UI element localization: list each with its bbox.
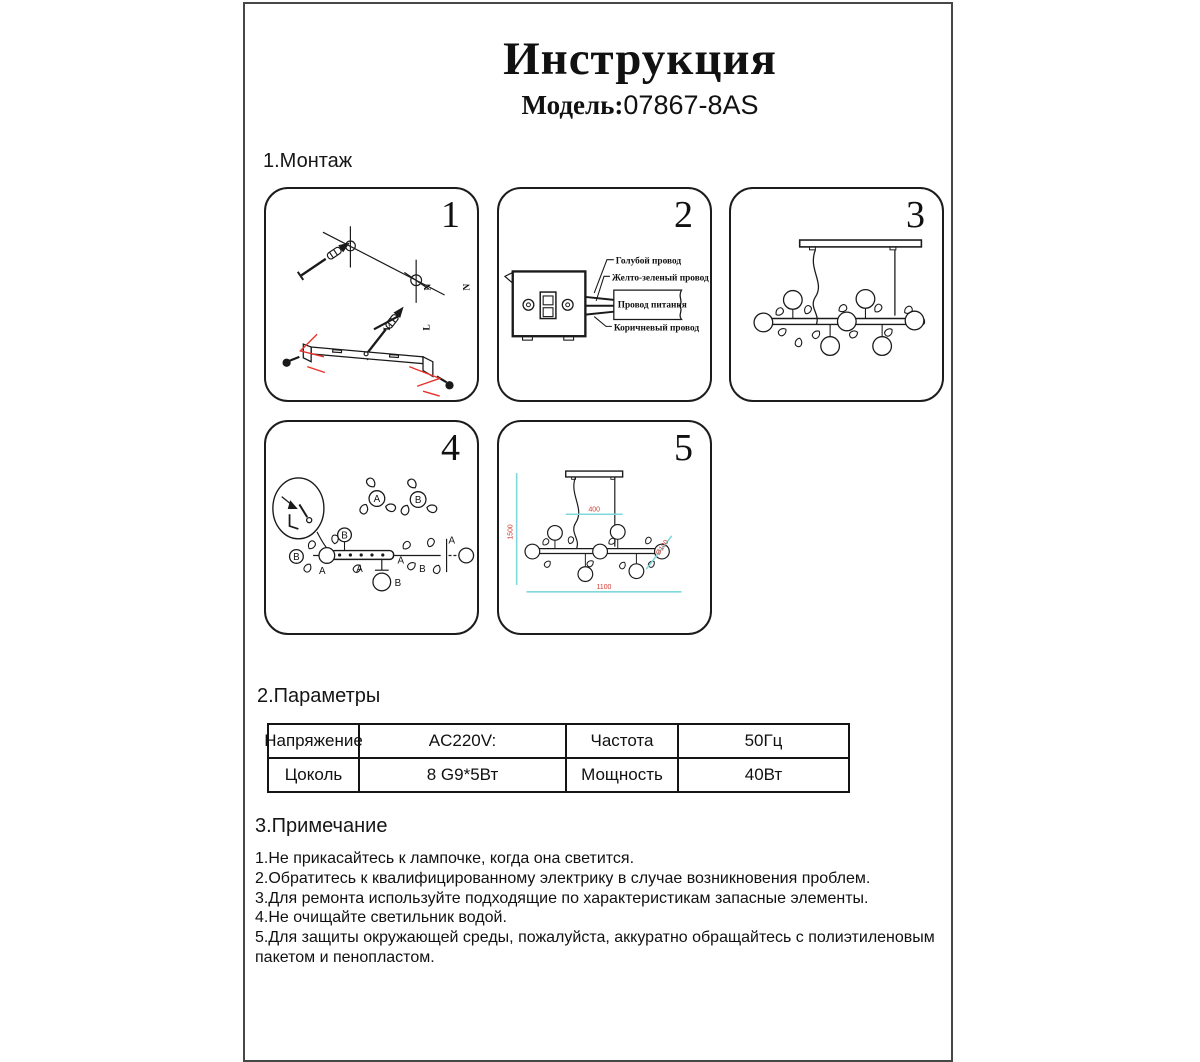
part-b-label-bottom: B: [394, 577, 402, 589]
dimension-lines: [517, 473, 682, 592]
model-number: 07867-8AS: [623, 90, 759, 120]
param-label-power: Мощность: [567, 759, 679, 791]
wire-label-power: Провод питания: [617, 300, 687, 311]
terminal-n-left: N: [423, 283, 434, 291]
step-panel-2: [383, 187, 712, 402]
param-value-voltage: AC220V:: [360, 725, 567, 759]
param-label-frequency: Частота: [567, 725, 679, 759]
step-number-2: 2: [674, 194, 693, 236]
terminal-n-right: N: [462, 283, 473, 291]
step-panel-5: [497, 420, 712, 635]
param-label-voltage: Напряжение: [269, 725, 360, 759]
note-item-3: 3.Для ремонта используйте подходящие по характеристикам запасные элементы.: [255, 889, 869, 907]
dim-left-1500: 1500: [507, 524, 515, 540]
part-b-label-right: B: [419, 564, 426, 576]
terminal-l-left: L: [383, 324, 394, 331]
step-number-4: 4: [441, 427, 460, 469]
red-insert-arrows: [300, 334, 439, 396]
instruction-page: [243, 2, 953, 1062]
wire-label-blue: Голубой провод: [615, 256, 682, 267]
dim-bottom-1100: 1100: [596, 583, 612, 591]
notes-list: [255, 849, 952, 968]
wire-label-yellow-green: Желто-зеленый провод: [611, 273, 709, 284]
note-item-1: 1.Не прикасайтесь к лампочке, когда она светится.: [255, 850, 635, 867]
part-b-badge: B: [414, 494, 422, 506]
parameters-table: [264, 723, 850, 793]
part-b-badge-left: B: [293, 551, 300, 563]
step-panel-3: [729, 187, 944, 402]
param-value-frequency: 50Гц: [679, 725, 848, 759]
step-number-5: 5: [674, 427, 693, 469]
terminal-l-right: L: [422, 324, 433, 331]
section-heading-parameters: 2.Параметры: [257, 685, 381, 707]
part-a-label-2: A: [356, 564, 363, 576]
step-number-1: 1: [441, 194, 460, 236]
part-b-badge-top: B: [341, 530, 348, 542]
page-title: Инструкция: [503, 33, 777, 85]
note-item-4: 4.Не очищайте светильник водой.: [255, 909, 507, 927]
section-heading-notes: 3.Примечание: [255, 815, 388, 837]
dim-top-400: 400: [588, 506, 600, 514]
section-heading-montage: 1.Монтаж: [263, 150, 353, 172]
part-a-label-4: A: [448, 535, 456, 547]
wire-label-brown: Коричневый провод: [613, 323, 700, 334]
model-line: [285, 90, 995, 121]
param-value-socket: 8 G9*5Вт: [360, 759, 567, 791]
dim-globe-diameter: Ø100: [654, 538, 671, 557]
param-label-socket: Цоколь: [269, 759, 360, 791]
step-number-3: 3: [906, 194, 925, 236]
param-value-power: 40Вт: [744, 765, 783, 784]
part-a-label-1: A: [318, 566, 326, 578]
note-item-5: 5.Для защиты окружающей среды, пожалуйста, аккуратно обращайтесь с полиэтиленовым пакетом и пенопластом.: [255, 929, 935, 966]
part-a-label-3: A: [397, 555, 405, 567]
note-item-2: 2.Обратитесь к квалифицированному электрику в случае возникновения проблем.: [255, 869, 871, 887]
model-label: Модель:: [521, 90, 624, 120]
part-a-badge: A: [373, 493, 381, 505]
step-panel-4: [264, 420, 479, 635]
step-panel-1: [264, 187, 479, 402]
